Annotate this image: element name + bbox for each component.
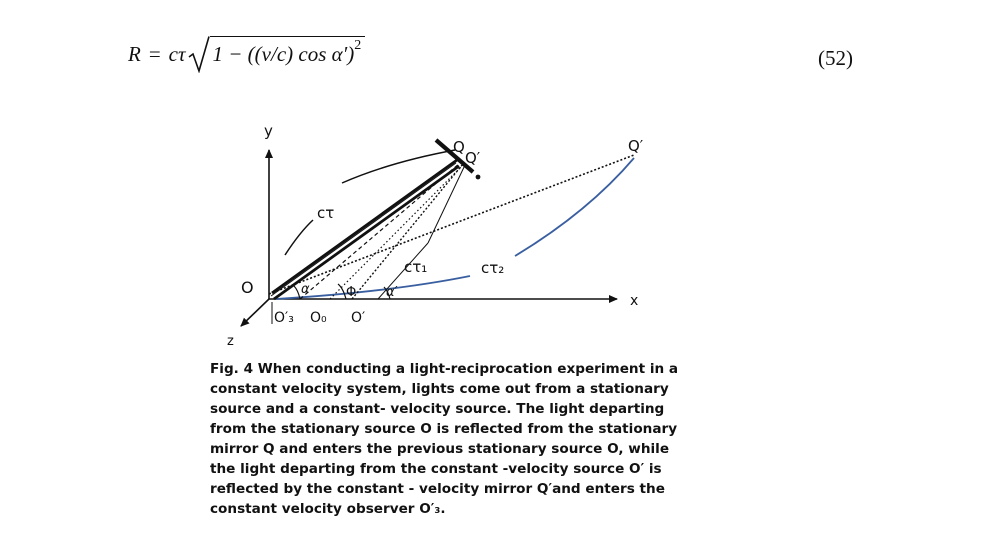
z-axis [241,299,269,326]
light-path-out [272,160,457,293]
phi-label: Φ [346,285,357,300]
origin-label: O [241,278,254,297]
q-prime-far-label: Q′ [628,137,644,155]
o-prime-label: O′ [351,310,366,326]
caption-line: reflected by the constant - velocity mirror Q′and enters the [210,481,665,497]
o3-prime-label: O′₃ [274,310,294,326]
radicand-text: 1 − ((v/c) cos α′) [212,42,355,66]
light-path-thin [271,163,456,296]
exponent: 2 [354,38,362,53]
equation-lhs: R [128,41,141,66]
o0-label: O₀ [310,310,327,326]
arc-upper [342,150,455,183]
alpha-label: α [301,282,310,297]
figure-caption [210,359,680,519]
observer-trajectory-curve [276,158,634,299]
ct-label: cτ [317,204,335,222]
caption-line: mirror Q and enters the previous stationary source O, while [210,441,670,457]
z-axis-label: z [227,334,234,349]
q-prime-near-label: Q′ [465,149,481,167]
q-label: Q [453,138,465,156]
equation-factor: cτ [168,41,186,66]
caption-line: from the stationary source O is reflected from the stationary [210,421,678,437]
ct1-label: cτ₁ [404,258,428,276]
arc-left [285,220,313,255]
y-axis-label: y [264,122,273,140]
dashed-line-o0 [300,163,460,299]
equation-number: (52) [818,46,853,70]
alpha-prime-label: α′ [386,285,398,300]
caption-line: constant velocity observer O′₃. [210,501,446,517]
caption-line: the light departing from the constant -velocity source O′ is [210,461,662,477]
ct2-label: cτ₂ [481,259,505,277]
x-axis-label: x [630,293,639,309]
caption-line: source and a constant- velocity source. The light departing [210,401,665,417]
angle-arc-phi [338,284,346,299]
caption-line: Fig. 4 When conducting a light-reciprocation experiment in a [210,361,679,377]
mirror-end-dot [476,175,481,180]
equation-equals: = [148,41,161,66]
caption-line: constant velocity system, lights come out from a stationary [210,381,669,397]
